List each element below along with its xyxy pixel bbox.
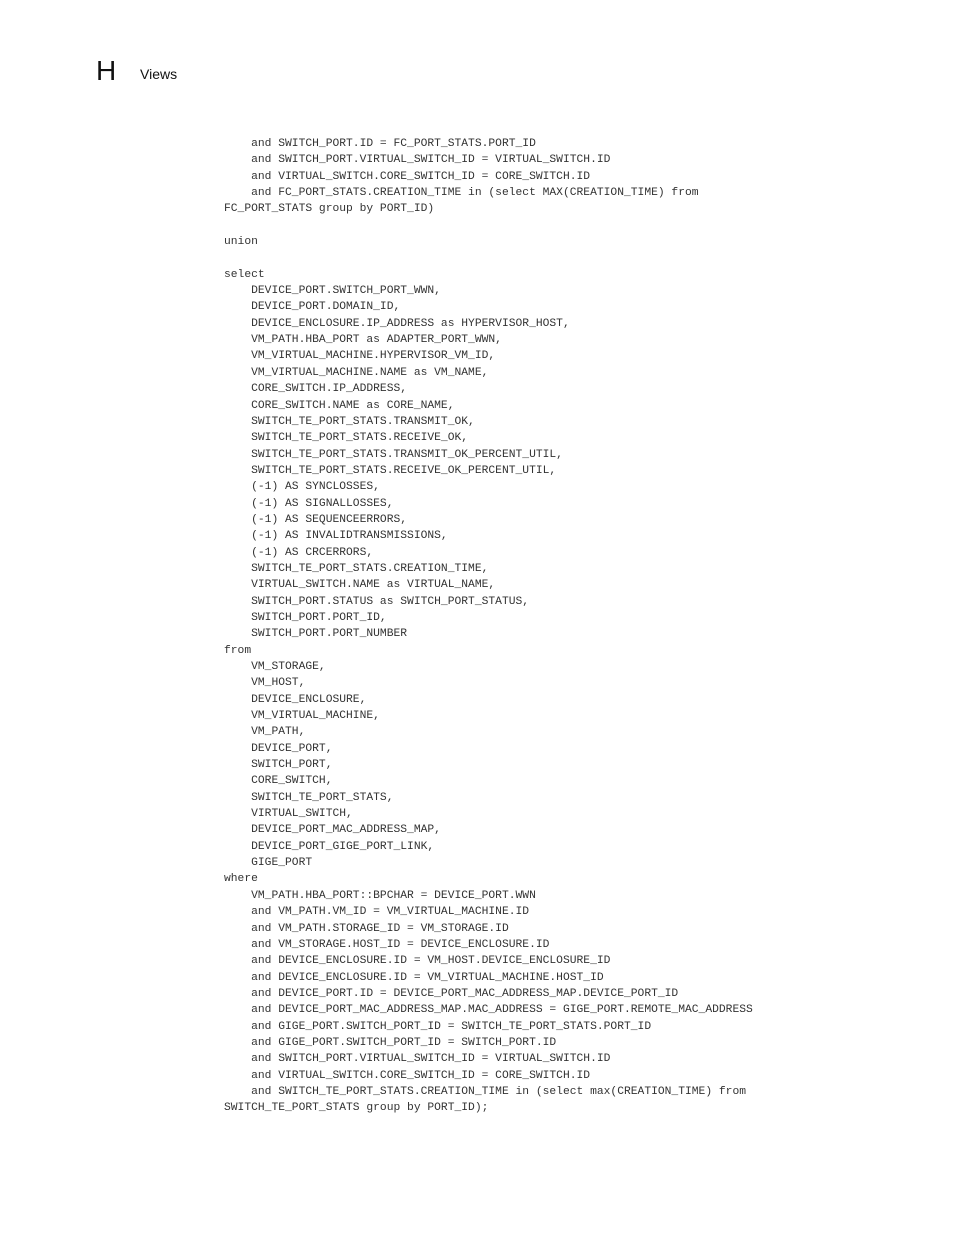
- code-line: VM_VIRTUAL_MACHINE.HYPERVISOR_VM_ID,: [224, 350, 496, 363]
- code-line: SWITCH_TE_PORT_STATS,: [224, 791, 394, 804]
- code-line: SWITCH_TE_PORT_STATS.TRANSMIT_OK,: [224, 415, 475, 428]
- code-line: VM_VIRTUAL_MACHINE,: [224, 710, 380, 723]
- code-line: and DEVICE_PORT.ID = DEVICE_PORT_MAC_ADDRESS_MAP.DEVICE_PORT_ID: [224, 987, 679, 1000]
- sql-code-block: [224, 136, 944, 1117]
- code-line: (-1) AS SIGNALLOSSES,: [224, 497, 394, 510]
- code-line: FC_PORT_STATS group by PORT_ID): [224, 203, 435, 216]
- page-header: [96, 54, 396, 90]
- code-line: (-1) AS SEQUENCEERRORS,: [224, 513, 408, 526]
- code-line: VM_PATH.HBA_PORT::BPCHAR = DEVICE_PORT.WWN: [224, 889, 536, 902]
- code-line: DEVICE_PORT.SWITCH_PORT_WWN,: [224, 285, 441, 298]
- code-line: and VM_PATH.VM_ID = VM_VIRTUAL_MACHINE.ID: [224, 906, 530, 919]
- code-line: CORE_SWITCH.IP_ADDRESS,: [224, 383, 408, 396]
- code-line: DEVICE_ENCLOSURE,: [224, 693, 367, 706]
- code-line: (-1) AS CRCERRORS,: [224, 546, 374, 559]
- code-line: and VIRTUAL_SWITCH.CORE_SWITCH_ID = CORE_SWITCH.ID: [224, 1069, 591, 1082]
- code-line: and FC_PORT_STATS.CREATION_TIME in (select MAX(CREATION_TIME) from: [224, 187, 699, 200]
- code-line: GIGE_PORT: [224, 857, 313, 870]
- code-line: and VM_PATH.STORAGE_ID = VM_STORAGE.ID: [224, 922, 509, 935]
- code-line: and GIGE_PORT.SWITCH_PORT_ID = SWITCH_TE_PORT_STATS.PORT_ID: [224, 1020, 652, 1033]
- code-line: and DEVICE_ENCLOSURE.ID = VM_HOST.DEVICE_ENCLOSURE_ID: [224, 955, 611, 968]
- code-line: CORE_SWITCH.NAME as CORE_NAME,: [224, 399, 455, 412]
- code-line: and SWITCH_PORT.VIRTUAL_SWITCH_ID = VIRTUAL_SWITCH.ID: [224, 154, 611, 167]
- code-line: VIRTUAL_SWITCH.NAME as VIRTUAL_NAME,: [224, 579, 496, 592]
- code-line: from: [224, 644, 252, 657]
- code-line: VM_STORAGE,: [224, 661, 326, 673]
- code-line: DEVICE_ENCLOSURE.IP_ADDRESS as HYPERVISOR_HOST,: [224, 317, 570, 330]
- code-line: SWITCH_TE_PORT_STATS.TRANSMIT_OK_PERCENT_UTIL,: [224, 448, 563, 461]
- chapter-title: Views: [140, 66, 178, 82]
- code-line: SWITCH_PORT.PORT_NUMBER: [224, 628, 408, 641]
- code-line: SWITCH_TE_PORT_STATS.RECEIVE_OK,: [224, 432, 469, 445]
- code-line: and DEVICE_ENCLOSURE.ID = VM_VIRTUAL_MACHINE.HOST_ID: [224, 971, 604, 984]
- code-line: SWITCH_PORT.PORT_ID,: [224, 611, 387, 624]
- code-line: where: [224, 873, 258, 886]
- code-line: VM_VIRTUAL_MACHINE.NAME as VM_NAME,: [224, 366, 489, 379]
- code-line: SWITCH_PORT,: [224, 759, 333, 772]
- code-line: [224, 250, 944, 266]
- code-line: union: [224, 236, 258, 249]
- code-line: and GIGE_PORT.SWITCH_PORT_ID = SWITCH_PORT.ID: [224, 1036, 557, 1049]
- code-line: VM_HOST,: [224, 677, 306, 690]
- code-line: DEVICE_PORT_GIGE_PORT_LINK,: [224, 840, 435, 853]
- code-line: select: [224, 268, 265, 281]
- code-line: and VIRTUAL_SWITCH.CORE_SWITCH_ID = CORE_SWITCH.ID: [224, 170, 591, 183]
- code-line: SWITCH_PORT.STATUS as SWITCH_PORT_STATUS,: [224, 595, 530, 608]
- code-line: and SWITCH_PORT.VIRTUAL_SWITCH_ID = VIRTUAL_SWITCH.ID: [224, 1053, 611, 1066]
- code-line: and VM_STORAGE.HOST_ID = DEVICE_ENCLOSURE.ID: [224, 938, 550, 951]
- code-line: (-1) AS SYNCLOSSES,: [224, 481, 380, 494]
- code-line: DEVICE_PORT,: [224, 742, 333, 755]
- code-line: VM_PATH,: [224, 726, 306, 739]
- code-line: SWITCH_TE_PORT_STATS.RECEIVE_OK_PERCENT_UTIL,: [224, 464, 557, 477]
- code-line: (-1) AS INVALIDTRANSMISSIONS,: [224, 530, 448, 543]
- code-line: and SWITCH_TE_PORT_STATS.CREATION_TIME in (select max(CREATION_TIME) from: [224, 1085, 747, 1098]
- code-line: [224, 218, 944, 234]
- code-line: SWITCH_TE_PORT_STATS.CREATION_TIME,: [224, 562, 489, 575]
- code-line: and DEVICE_PORT_MAC_ADDRESS_MAP.MAC_ADDRESS = GIGE_PORT.REMOTE_MAC_ADDRESS: [224, 1004, 753, 1017]
- code-line: SWITCH_TE_PORT_STATS group by PORT_ID);: [224, 1102, 489, 1115]
- code-line: CORE_SWITCH,: [224, 775, 333, 788]
- code-line: DEVICE_PORT_MAC_ADDRESS_MAP,: [224, 824, 441, 837]
- code-line: and SWITCH_PORT.ID = FC_PORT_STATS.PORT_ID: [224, 138, 536, 150]
- code-line: VM_PATH.HBA_PORT as ADAPTER_PORT_WWN,: [224, 334, 502, 347]
- chapter-letter: H: [96, 55, 117, 86]
- code-line: DEVICE_PORT.DOMAIN_ID,: [224, 301, 401, 314]
- code-line: VIRTUAL_SWITCH,: [224, 808, 353, 821]
